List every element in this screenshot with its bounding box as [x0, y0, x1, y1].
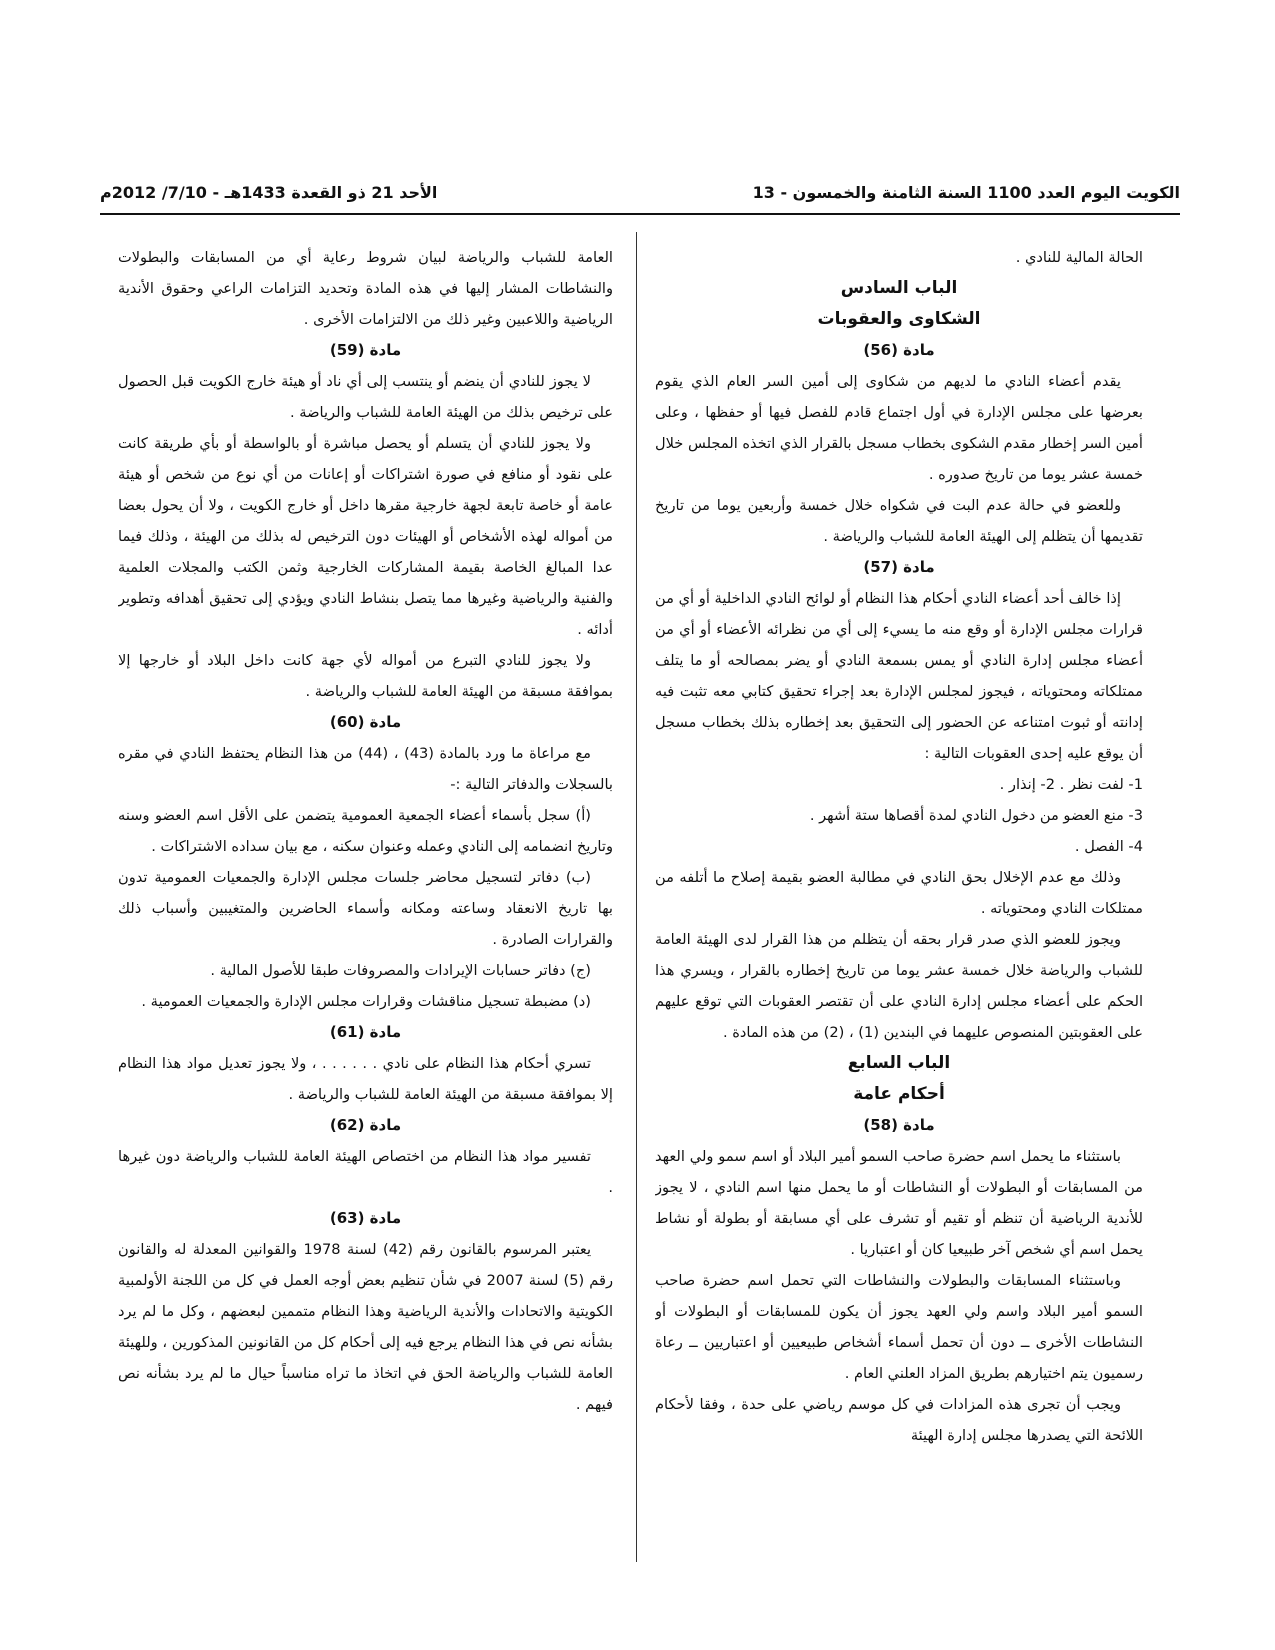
paragraph: إذا خالف أحد أعضاء النادي أحكام هذا النظام أو لوائح النادي الداخلية أو أي من قرارات مجلس الإدارة أو وقع منه ما يسيء إلى أي من نظرائه الأعضاء أو أي من أعضاء مجلس إدارة النادي أو يمس بسمعة النادي أو يضر بمصالحه أو ما يتلف ممتلكاته ومحتوياته ، فيجوز لمجلس الإدارة بعد إجراء تحقيق كتابي معه تثبت فيه إدانته أو ثبوت امتناعه عن الحضور إلى التحقيق بعد إخطاره بذلك بخطاب مسجل أن يوقع عليه إحدى العقوبات التالية :	[655, 590, 1143, 762]
paragraph: الحالة المالية للنادي .	[1015, 249, 1143, 266]
header-rule	[100, 213, 1180, 215]
chapter-heading: أحكام عامة	[853, 1084, 945, 1104]
article-heading: مادة (61)	[329, 1023, 402, 1041]
right-column	[655, 242, 1143, 1577]
article-heading: مادة (57)	[863, 558, 935, 576]
paragraph: يعتبر المرسوم بالقانون رقم (42) لسنة 1978 والقوانين المعدلة له والقانون رقم (5) لسنة 2007 في شأن تنظيم بعض أوجه العمل في كل من اللجنة الأولمبية الكويتية والاتحادات والأندية الرياضية وهذا النظام متممين لبعضهم ، وكل ما لم يرد بشأنه نص في هذا النظام يرجع فيه إلى أحكام كل من القانونين المذكورين ، وللهيئة العامة للشباب والرياضة الحق في اتخاذ ما تراه مناسباً حيال ما لم يرد بشأنه نص فيهم .	[118, 1241, 613, 1412]
paragraph: باستثناء ما يحمل اسم حضرة صاحب السمو أمير البلاد أو اسم سمو ولي العهد من المسابقات أو البطولات أو النشاطات أو ما يحمل منها اسم النادي ، لا يجوز للأندية الرياضية أن تنظم أو تقيم أو تشرف على أي مسابقة أو بطولة أو نشاط يحمل اسم أي شخص آخر طبيعيا كان أو اعتباريا .	[655, 1148, 1143, 1258]
article-heading: مادة (60)	[329, 713, 402, 731]
paragraph: تسري أحكام هذا النظام على نادي . . . . . . ، ولا يجوز تعديل مواد هذا النظام إلا بموافقة مسبقة من الهيئة العامة للشباب والرياضة .	[118, 1055, 613, 1103]
list-item: 1- لفت نظر . 2- إنذار .	[999, 776, 1143, 793]
paragraph: العامة للشباب والرياضة لبيان شروط رعاية أي من المسابقات والبطولات والنشاطات المشار إليها في هذه المادة وتحديد التزامات الراعي وحقوق الأندية الرياضية واللاعبين وغير ذلك من الالتزامات الأخرى .	[118, 249, 613, 328]
paragraph: (أ) سجل بأسماء أعضاء الجمعية العمومية يتضمن على الأقل اسم العضو وسنه وتاريخ انضمامه إلى النادي وعمله وعنوان سكنه ، مع بيان سداده الاشتراكات .	[118, 807, 613, 855]
chapter-heading: الباب السادس	[840, 278, 958, 298]
article-heading: مادة (56)	[863, 341, 935, 359]
header-date: الأحد 21 ذو القعدة 1433هـ - 7/10/ 2012م	[100, 183, 438, 202]
column-divider	[636, 232, 637, 1562]
paragraph: (ج) دفاتر حسابات الإيرادات والمصروفات طبقا للأصول المالية .	[210, 962, 591, 979]
paragraph: وللعضو في حالة عدم البت في شكواه خلال خمسة وأربعين يوما من تاريخ تقديمها أن يتظلم إلى الهيئة العامة للشباب والرياضة .	[655, 497, 1143, 545]
paragraph: تفسير مواد هذا النظام من اختصاص الهيئة العامة للشباب والرياضة دون غيرها .	[118, 1148, 613, 1196]
list-item: 4- الفصل .	[1074, 838, 1143, 855]
article-heading: مادة (59)	[329, 341, 402, 359]
chapter-heading: الباب السابع	[847, 1053, 951, 1073]
article-heading: مادة (58)	[863, 1116, 935, 1134]
article-heading: مادة (62)	[329, 1116, 402, 1134]
left-column	[118, 242, 613, 1412]
paragraph: ولا يجوز للنادي أن يتسلم أو يحصل مباشرة أو بالواسطة أو بأي طريقة كانت على نقود أو منافع في صورة اشتراكات أو إعانات من أي نوع من شخص أو هيئة عامة أو خاصة تابعة لجهة خارجية مقرها داخل أو خارج الكويت ، ولا أن يحول بعضا من أمواله لهذه الأشخاص أو الهيئات دون الترخيص له بذلك من الهيئة ، وذلك فيما عدا المبالغ الخاصة بقيمة المشاركات الخارجية وثمن الكتب والمجلات العلمية والفنية والرياضية وغيرها مما يتصل بنشاط النادي ويؤدي إلى تحقيق أهدافه وتطوير أدائه .	[118, 435, 613, 638]
paragraph: وذلك مع عدم الإخلال بحق النادي في مطالبة العضو بقيمة إصلاح ما أتلفه من ممتلكات النادي ومحتوياته .	[655, 869, 1143, 917]
paragraph: (ب) دفاتر لتسجيل محاضر جلسات مجلس الإدارة والجمعيات العمومية تدون بها تاريخ الانعقاد وساعته ومكانه وأسماء الحاضرين والمتغيبين وأسباب ذلك والقرارات الصادرة .	[118, 869, 613, 948]
list-item: 3- منع العضو من دخول النادي لمدة أقصاها ستة أشهر .	[809, 807, 1143, 824]
paragraph: ولا يجوز للنادي التبرع من أمواله لأي جهة كانت داخل البلاد أو خارجها إلا بموافقة مسبقة من الهيئة العامة للشباب والرياضة .	[118, 652, 613, 700]
paragraph: (د) مضبطة تسجيل مناقشات وقرارات مجلس الإدارة والجمعيات العمومية .	[141, 993, 591, 1010]
header-issue-info: الكويت اليوم العدد 1100 السنة الثامنة والخمسون - 13	[752, 183, 1180, 202]
paragraph: ويجوز للعضو الذي صدر قرار بحقه أن يتظلم من هذا القرار لدى الهيئة العامة للشباب والرياضة خلال خمسة عشر يوما من تاريخ إخطاره بالقرار ، ويسري هذا الحكم على أعضاء مجلس إدارة النادي على أن تقتصر العقوبات التي توقع عليهم على العقوبتين المنصوص عليهما في البندين (1) ، (2) من هذه المادة .	[655, 931, 1143, 1041]
page-header	[100, 183, 1180, 211]
paragraph: يقدم أعضاء النادي ما لديهم من شكاوى إلى أمين السر العام الذي يقوم بعرضها على مجلس الإدارة في أول اجتماع قادم للفصل فيها أو حفظها ، وعلى أمين السر إخطار مقدم الشكوى بخطاب مسجل بالقرار الذي اتخذه المجلس خلال خمسة عشر يوما من تاريخ صدوره .	[655, 373, 1143, 483]
paragraph: وباستثناء المسابقات والبطولات والنشاطات التي تحمل اسم حضرة صاحب السمو أمير البلاد واسم ولي العهد يجوز أن يكون للمسابقات أو البطولات أو النشاطات الأخرى ــ دون أن تحمل أسماء أشخاص طبيعيين أو اعتباريين ــ رعاة رسميون يتم اختيارهم بطريق المزاد العلني العام .	[655, 1272, 1143, 1382]
article-heading: مادة (63)	[329, 1209, 402, 1227]
chapter-heading: الشكاوى والعقوبات	[817, 309, 981, 329]
paragraph: لا يجوز للنادي أن ينضم أو ينتسب إلى أي ناد أو هيئة خارج الكويت قبل الحصول على ترخيص بذلك من الهيئة العامة للشباب والرياضة .	[118, 373, 613, 421]
paragraph: ويجب أن تجرى هذه المزادات في كل موسم رياضي على حدة ، وفقا لأحكام اللائحة التي يصدرها مجلس إدارة الهيئة	[655, 1396, 1143, 1444]
paragraph: مع مراعاة ما ورد بالمادة (43) ، (44) من هذا النظام يحتفظ النادي في مقره بالسجلات والدفاتر التالية :-	[118, 745, 613, 793]
